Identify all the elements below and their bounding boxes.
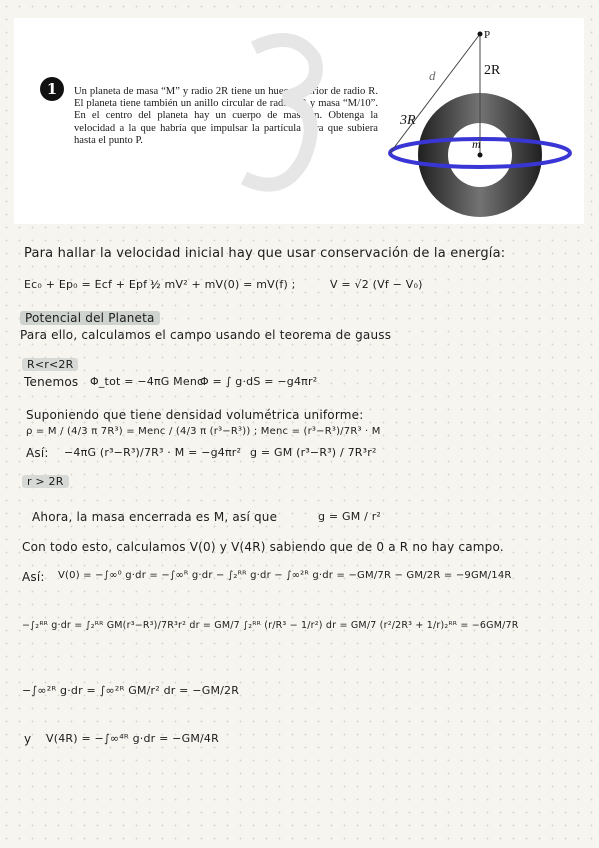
label-3r: 3R [400,113,416,128]
density-equation: ρ = M / (4/3 π 7R³) = Menc / (4/3 π (r³−R³)) ; Menc = (r³−R³)/7R³ · M [26,426,381,437]
gauss-equation: −4πG (r³−R³)/7R³ · M = −g4πr² [64,446,242,459]
problem-statement: Un planeta de masa “M” y radio 2R tiene un hueco interior de radio R. El planeta tiene también un anillo circular de radio 3R y masa “M/10”. En el centro del planeta hay un cuerpo de masa m. Obtenga la velocidad a la que habría que impulsar la partícula para que subiera hasta el punto P. [74,86,378,146]
label-d: d [429,68,436,83]
intro-line: Para hallar la velocidad inicial hay que usar conservación de la energía: [24,246,506,261]
density-text: Suponiendo que tiene densidad volumétrica uniforme: [26,408,364,422]
v0-equation: V(0) = −∫∞⁰ g·dr = −∫∞ᴿ g·dr − ∫₂ᴿᴿ g·dr − ∫∞²ᴿ g·dr = −GM/7R − GM/2R = −9GM/14R [58,570,512,581]
region1-label: R<r<2R [22,358,78,371]
center-mass [478,153,483,158]
flux-equation-a: Φ_tot = −4πG Menc [90,375,204,388]
integral-2-equation: −∫∞²ᴿ g·dr = ∫∞²ᴿ GM/r² dr = −GM/2R [22,684,240,697]
tenemos-label: Tenemos [24,375,79,389]
energy-equation-b: ½ mV² + mV(0) = mV(f) ; [150,278,296,291]
v4r-y-label: y [24,732,32,746]
label-p: P [484,29,491,41]
energy-equation-a: Ec₀ + Ep₀ = Ecf + Epf ; [24,278,155,291]
label-m: m [472,137,481,151]
watermark-shape [244,40,316,185]
energy-equation-c: V = √2 (Vf − V₀) [330,278,423,291]
outside-text: Ahora, la masa encerrada es M, así que [32,510,278,524]
asi-label-2: Así: [22,570,45,584]
flux-equation-b: Φ = ∫ g·dS = −g4πr² [200,375,318,388]
v4r-equation: V(4R) = −∫∞⁴ᴿ g·dr = −GM/4R [46,732,219,745]
section-title [20,311,160,325]
planet-diagram [14,18,584,228]
region2-label: r > 2R [22,475,69,488]
point-p [478,32,483,37]
method-line: Para ello, calculamos el campo usando el teorema de gauss [20,328,392,342]
label-2r: 2R [484,63,501,78]
region1-tag [22,357,78,371]
region2-tag [22,474,69,488]
g-inside-equation: g = GM (r³−R³) / 7R³r² [250,446,377,459]
asi-label-1: Así: [26,446,49,460]
g-outside-equation: g = GM / r² [318,510,382,523]
calc-text: Con todo esto, calculamos V(0) y V(4R) sabiendo que de 0 a R no hay campo. [22,540,504,554]
section-title-text: Potencial del Planeta [20,311,160,325]
problem-number-badge: 1 [40,77,64,101]
integral-1-equation: −∫₂ᴿᴿ g·dr = ∫₂ᴿᴿ GM(r³−R³)/7R³r² dr = GM/7 ∫₂ᴿᴿ (r/R³ − 1/r²) dr = GM/7 (r²/2R³ + 1/r)₂ᴿᴿ = −6GM/7R [22,620,519,631]
